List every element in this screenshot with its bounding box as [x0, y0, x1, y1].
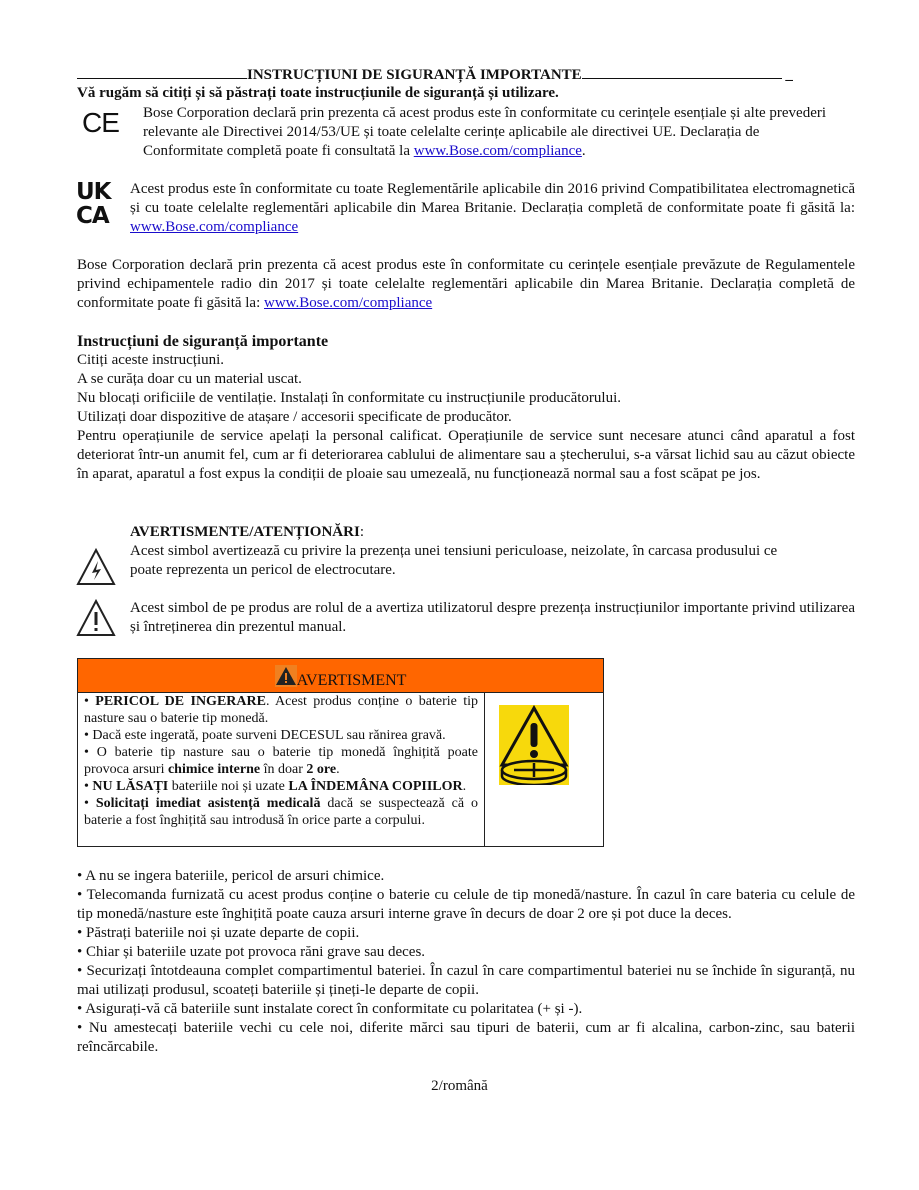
- warning-electric: Acest simbol avertizează cu privire la prezența unei tensiuni periculoase, neizolate, în carcasa produsului ce poate reprezenta un pericol de electrocutare.: [130, 543, 778, 578]
- radio-compliance-link[interactable]: www.Bose.com/compliance: [264, 295, 433, 311]
- battery-hazard-image: [485, 692, 603, 846]
- bullet-item: • Nu amestecați bateriile vechi cu cele noi, diferite mărci sau tipuri de baterii, cum ar fi alcalina, carbon-zinc, sau baterii reîncărcabile.: [77, 1020, 855, 1055]
- bullet-item: • A nu se ingera bateriile, pericol de arsuri chimice.: [77, 868, 385, 884]
- safety-line: Nu blocați orificiile de ventilație. Instalați în conformitate cu instrucțiunile producătorului.: [77, 390, 621, 406]
- coin-battery-warning-icon: [499, 705, 569, 785]
- safety-line: Utilizați doar dispozitive de atașare / accesorii specificate de producător.: [77, 409, 512, 425]
- radio-declaration: Bose Corporation declară prin prezenta că acest produs este în conformitate cu cerințele esențiale prevăzute de Regulamentele privind echipamentele radio din 2017 și toate celelalte reglementări aplicabile din Marea Britanie. Declarația completă de conformitate poate fi găsită la: www.Bose.com/compliance: [77, 257, 855, 311]
- ce-compliance-link[interactable]: www.Bose.com/compliance: [413, 143, 582, 159]
- ce-declaration: Bose Corporation declară prin prezenta că acest produs este în conformitate cu cerințele esențiale și alte prevederi relevante ale Directivei 2014/53/UE și toate celelalte cerințe aplicabile ale directivei UE. Declarația de Conformitate completă poate fi consultată la www.Bose.com/compliance.: [143, 105, 827, 159]
- battery-bullets: [77, 867, 855, 1057]
- bullet-item: • Chiar și bateriile uzate pot provoca răni grave sau deces.: [77, 944, 426, 960]
- warning-box: [77, 658, 604, 847]
- safety-line: A se curăța doar cu un material uscat.: [77, 371, 302, 387]
- warning-box-title: AVERTISMENT: [296, 672, 407, 689]
- warning-box-text: • PERICOL DE INGERARE. Acest produs conține o baterie tip nasture sau o baterie tip monedă. • Dacă este ingerată, poate surveni DECESUL sau rănirea gravă. • O baterie tip nasture sau o baterie tip monedă înghițită poate provoca arsuri chimice interne în doar 2 ore. • NU LĂSAȚI bateriile noi și uzate LA ÎNDEMÂNA COPIILOR. • Solicitați imediat asistență medicală dacă se suspectează că o baterie a fost înghițită sau introdusă în orice parte a corpului.: [78, 692, 485, 846]
- safety-line: Pentru operațiunile de service apelați la personal calificat. Operațiunile de service sunt necesare atunci când aparatul a fost deteriorat într-un anumit fel, cum ar fi deteriorarea cablului de alimentare sau a ștecherului, s-a vărsat lichid sau au căzut obiecte în aparat, aparatul a fost expus la condiții de ploaie sau umezeală, nu funcționează normal sau a fost scăpat pe jos.: [77, 428, 855, 482]
- page-title: INSTRUCȚIUNI DE SIGURANȚĂ IMPORTANTE _: [77, 65, 837, 85]
- safety-list: [77, 351, 855, 484]
- page-number: 2/română: [431, 1078, 488, 1094]
- ukca-mark-icon: UK CA: [76, 179, 111, 229]
- bullet-item: • Păstrați bateriile noi și uzate departe de copii.: [77, 925, 360, 941]
- title-text: INSTRUCȚIUNI DE SIGURANȚĂ IMPORTANTE: [247, 67, 582, 83]
- warning-triangle-icon: [275, 665, 297, 687]
- ukca-declaration: Acest produs este în conformitate cu toate Reglementările aplicabile din 2016 privind Compatibilitatea electromagnetică și cu toate celelalte reglementări aplicabile din Marea Britanie. Declarația completă de conformitate poate fi găsită la: www.Bose.com/compliance: [130, 181, 855, 235]
- bullet-item: • Telecomanda furnizată cu acest produs conține o baterie cu celule de tip monedă/nasture. În cazul în care bateria cu celule de tip monedă/nasture este înghițită poate cauza arsuri interne grave în decurs de doar 2 ore și pot duce la deces.: [77, 887, 855, 922]
- safety-heading: Instrucțiuni de siguranță importante: [77, 333, 329, 350]
- bullet-item: • Asigurați-vă că bateriile sunt instalate corect în conformitate cu polaritatea (+ și -).: [77, 1001, 583, 1017]
- warning-box-header: [78, 659, 603, 693]
- electric-shock-warning-icon: [75, 547, 117, 587]
- warnings-heading: AVERTISMENTE/ATENȚIONĂRI:: [130, 524, 364, 540]
- ukca-compliance-link[interactable]: www.Bose.com/compliance: [130, 219, 299, 235]
- subtitle: Vă rugăm să citiți și să păstrați toate instrucțiunile de siguranță și utilizare.: [77, 85, 559, 101]
- safety-line: Citiți aceste instrucțiuni.: [77, 352, 225, 368]
- ce-mark-icon: CE: [82, 107, 119, 138]
- warning-caution: Acest simbol de pe produs are rolul de a avertiza utilizatorul despre prezența instrucțiunilor importante privind utilizarea și întreținerea din prezentul manual.: [130, 600, 855, 635]
- caution-warning-icon: [75, 598, 117, 638]
- bullet-item: • Securizați întotdeauna complet compartimentul bateriei. În cazul în care compartimentul bateriei nu se închide în siguranță, nu mai utilizați produsul, scoateți bateriile și țineți-le departe de copii.: [77, 963, 855, 998]
